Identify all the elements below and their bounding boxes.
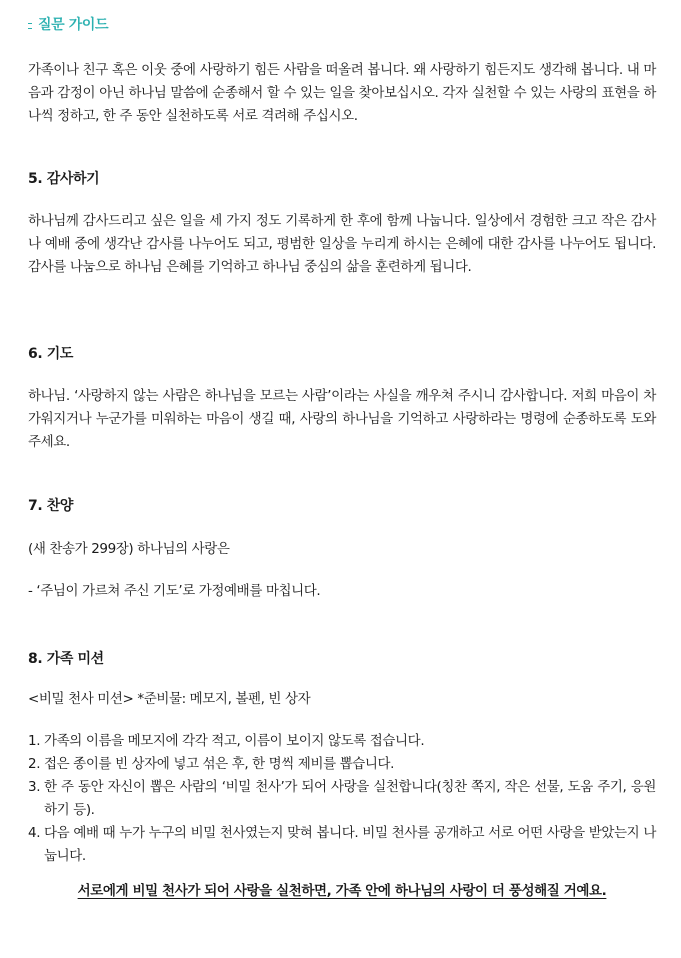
- mission-closing-statement: 서로에게 비밀 천사가 되어 사랑을 실천하면, 가족 안에 하나님의 사랑이 더 풍성해질 거예요.: [77, 883, 607, 899]
- closing-prayer-line: - ‘주님이 가르쳐 주신 기도’로 가정예배를 마칩니다.: [28, 583, 321, 599]
- section-heading-mission: 8. 가족 미션: [28, 651, 104, 667]
- step-number: 2.: [28, 756, 41, 772]
- guide-title: [28, 14, 108, 37]
- list-item: [28, 753, 656, 776]
- section-heading-praise: 7. 찬양: [28, 498, 73, 514]
- list-item: [28, 822, 656, 868]
- step-text: 접은 종이를 빈 상자에 넣고 섞은 후, 한 명씩 제비를 뽑습니다.: [44, 756, 395, 772]
- step-text: 한 주 동안 자신이 뽑은 사람의 ‘비밀 천사’가 되어 사랑을 실천합니다(칭찬 쪽지, 작은 선물, 도움 주기, 응원하기 등).: [44, 779, 656, 818]
- step-number: 3.: [28, 779, 41, 795]
- thanks-paragraph: 하나님께 감사드리고 싶은 일을 세 가지 정도 기록하게 한 후에 함께 나눕니다. 일상에서 경험한 크고 작은 감사나 예배 중에 생각난 감사를 나누어도 되고, 평범한 일상을 누리게 하시는 은혜에 대한 감사를 나누어도 됩니다. 감사를 나눔으로 하나님 은혜를 기억하고 하나님 중심의 삶을 훈련하게 됩니다.: [28, 213, 656, 275]
- guide-paragraph: 가족이나 친구 혹은 이웃 중에 사랑하기 힘든 사람을 떠올려 봅니다. 왜 사랑하기 힘든지도 생각해 봅니다. 내 마음과 감정이 아닌 하나님 말씀에 순종해서 할 수 있는 일을 찾아보십시오. 각자 실천할 수 있는 사랑의 표현을 하나씩 정하고, 한 주 동안 실천하도록 서로 격려해 주십시오.: [28, 62, 656, 124]
- prayer-paragraph: 하나님. ‘사랑하지 않는 사람은 하나님을 모르는 사람’이라는 사실을 깨우쳐 주시니 감사합니다. 저희 마음이 차가워지거나 누군가를 미워하는 마음이 생길 때, 사랑의 하나님을 기억하고 사랑하라는 명령에 순종하도록 도와주세요.: [28, 388, 656, 450]
- mission-steps-list: [28, 730, 656, 868]
- step-text: 가족의 이름을 메모지에 각각 적고, 이름이 보이지 않도록 접습니다.: [44, 733, 425, 749]
- list-item: [28, 776, 656, 822]
- equals-bullet-icon: [28, 23, 32, 29]
- section-heading-prayer: 6. 기도: [28, 346, 73, 362]
- step-number: 4.: [28, 825, 41, 841]
- section-heading-thanks: 5. 감사하기: [28, 171, 100, 187]
- hymn-line: (새 찬송가 299장) 하나님의 사랑은: [28, 541, 230, 557]
- list-item: [28, 730, 656, 753]
- step-text: 다음 예배 때 누가 누구의 비밀 천사였는지 맞혀 봅니다. 비밀 천사를 공개하고 서로 어떤 사랑을 받았는지 나눕니다.: [44, 825, 656, 864]
- guide-title-text: 질문 가이드: [38, 17, 109, 33]
- mission-title: <비밀 천사 미션> *준비물: 메모지, 볼펜, 빈 상자: [28, 691, 311, 707]
- step-number: 1.: [28, 733, 41, 749]
